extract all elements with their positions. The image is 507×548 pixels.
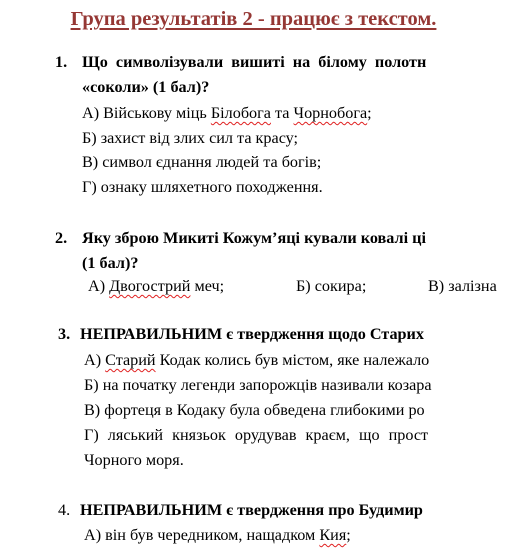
question-2-option-a: А) Двогострий меч;: [88, 277, 225, 295]
question-2-text-line2: (1 бал)?: [82, 254, 139, 272]
question-3-option-a: А) Старий Кодак колись був містом, яке належало: [84, 351, 430, 369]
question-1-text-line2: «соколи» (1 бал)?: [82, 78, 210, 96]
question-4-option-a: А) він був чередником, нащадком Кия;: [84, 526, 351, 544]
page-title: Група результатів 2 - працює з текстом.: [70, 8, 437, 30]
question-4-text: НЕПРАВИЛЬНИМ є твердження про Будимир: [80, 501, 423, 519]
question-2-option-c: В) залізна: [428, 277, 497, 295]
question-1-heading: [55, 52, 67, 72]
question-2-text-line1: Яку зброю Микиті Кожум’яці кували ковалі ці: [82, 229, 426, 247]
question-1-option-c: В) символ єднання людей та богів;: [82, 153, 322, 171]
question-2-option-b: Б) сокира;: [296, 277, 367, 295]
question-3-option-c: В) фортеця в Кодаку була обведена глибокими ро: [84, 401, 425, 419]
question-4-number: 4.: [58, 501, 71, 519]
question-3-text: НЕПРАВИЛЬНИМ є твердження щодо Старих: [80, 325, 424, 343]
question-1-option-d: Г) ознаку шляхетного походження.: [82, 178, 323, 196]
question-3-number: 3.: [58, 325, 71, 343]
question-1-text-line1: Що символізували вишиті на білому полотн: [82, 53, 427, 71]
question-3-option-d-line2: Чорного моря.: [84, 451, 184, 469]
question-1-option-b: Б) захист від злих сил та красу;: [82, 129, 299, 147]
question-2-number: 2.: [55, 229, 68, 247]
question-3-option-b: Б) на початку легенди запорожців називали козара: [84, 376, 432, 394]
question-1-option-a: А) Військову міць Білобога та Чорнобога;: [82, 104, 372, 122]
question-3-option-d-line1: Г) ляський князьок орудував краєм, що прост: [84, 426, 429, 444]
question-1-number: 1.: [55, 53, 68, 71]
